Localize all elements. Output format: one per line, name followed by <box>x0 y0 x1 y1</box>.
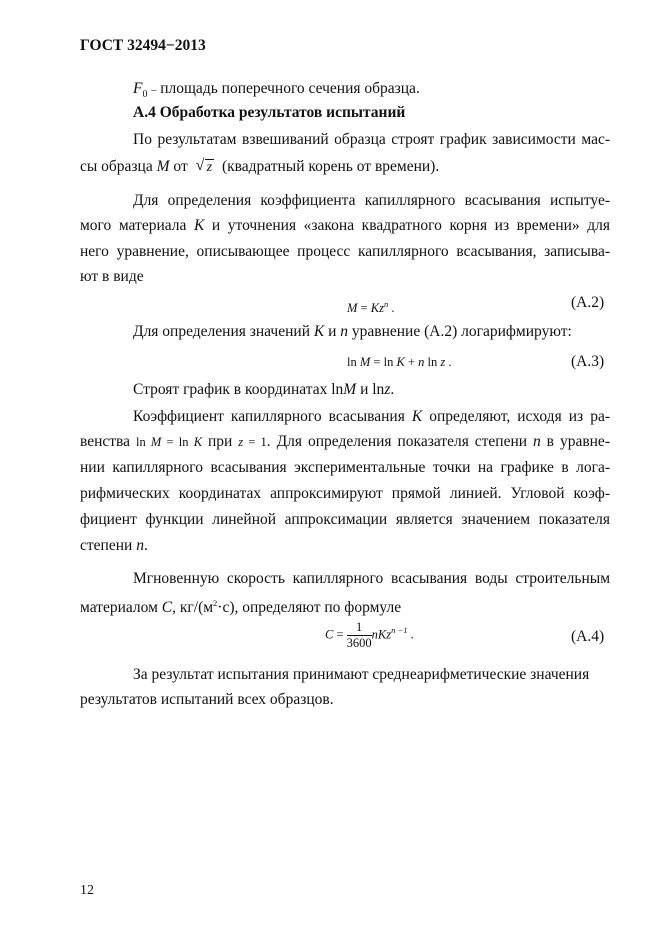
p7-line-2: результатов испытаний всех образцов. <box>80 691 334 708</box>
p5-l6-n: n <box>136 537 144 554</box>
p3-line <box>133 322 572 342</box>
eq-a3-ln-3: ln <box>427 355 438 369</box>
equation-a4-number: (А.4) <box>571 628 605 645</box>
f0-subscript: 0 <box>142 89 148 101</box>
p5-l2-text-d: в уравне- <box>540 433 610 450</box>
eq-a4-exponent: n −1 <box>391 625 408 636</box>
p1-text-b: от <box>169 158 192 175</box>
p6-C: C <box>161 599 173 617</box>
f0-dash: – <box>151 85 157 96</box>
p5-l2-text-b: при <box>202 433 239 450</box>
p6-text-a: материалом <box>80 599 162 617</box>
p1-line-2 <box>80 157 439 178</box>
equation-a3 <box>347 352 451 372</box>
eq-a4-numerator: 1 <box>347 620 372 636</box>
p3-text-b: и <box>324 323 341 340</box>
p2-text-a: мого материала <box>80 217 194 234</box>
p3-n: n <box>340 323 349 340</box>
p5-K: K <box>411 408 423 425</box>
p1-text-c: (квадратный корень от времени). <box>218 158 440 175</box>
p5-z: z <box>238 435 244 449</box>
equation-a4 <box>325 620 414 651</box>
p1-text-a: сы образца <box>80 158 157 175</box>
sqrt-var: z <box>206 160 213 175</box>
eq-a2-lhs: M <box>347 301 358 316</box>
eq-a3-end: . <box>445 355 452 369</box>
p6-text-b: , кг/(м <box>172 599 214 617</box>
p2-line-2 <box>80 216 610 236</box>
p5-eq-one: = 1 <box>243 435 267 449</box>
eq-a3-K: K <box>396 355 405 369</box>
p4-z: z <box>384 381 391 398</box>
p4-text-a: Строят график в координатах ln <box>133 381 344 398</box>
p6-line-2 <box>80 593 401 618</box>
p5-n: n <box>533 433 541 450</box>
p4-text-b: и ln <box>356 381 385 398</box>
eq-a2-equals: = <box>357 301 371 316</box>
eq-a4-end: . <box>407 627 414 642</box>
p6-sup-2: 2 <box>213 598 218 608</box>
eq-a3-plus: + <box>404 355 419 369</box>
p2-line-4: ют в виде <box>80 268 144 285</box>
f0-text: площадь поперечного сечения образца. <box>160 80 420 97</box>
p5-line-2 <box>80 432 610 452</box>
section-title: А.4 Обработка результатов испытаний <box>133 104 406 121</box>
p2-text-b: и уточнения «закона квадратного корня из времени» для <box>204 217 610 234</box>
p5-M: M <box>150 435 162 449</box>
p5-inline-formula <box>136 435 202 449</box>
p1-line-1: По результатам взвешиваний образца строят график зависимости мас- <box>133 131 610 148</box>
p5-l6-text-a: степени <box>80 537 137 554</box>
eq-a3-n: n <box>418 355 425 369</box>
p5-line-1 <box>133 407 610 427</box>
equation-a2 <box>347 294 394 318</box>
p2-line-1: Для определения коэффициента капиллярного всасывания испытуе- <box>133 192 610 209</box>
p5-l6-text-b: . <box>143 537 148 554</box>
eq-a2-end: . <box>388 301 395 316</box>
document-header: ГОСТ 32494−2013 <box>80 37 206 54</box>
p5-z-eq-1 <box>238 435 267 449</box>
p3-text-c: уравнение (А.2) логарифмируют: <box>348 323 572 340</box>
eq-a2-exponent: n <box>383 299 389 309</box>
eq-a2-rhs: Kz <box>370 301 384 316</box>
eq-a3-M: M <box>359 355 371 369</box>
eq-a4-fraction <box>347 620 372 651</box>
p5-l2-text-c: . Для определения показателя степени <box>266 433 533 450</box>
p5-line-6 <box>80 536 148 556</box>
p5-equals: = <box>161 435 179 449</box>
p5-line-3: нии капиллярного всасывания экспериментальные точки на графике в лога- <box>80 459 610 476</box>
p7-line-1: За результат испытания принимают среднеарифметические значения <box>133 666 590 683</box>
f0-symbol: F <box>133 80 143 97</box>
radical-sign: √ <box>195 157 205 174</box>
eq-a4-rhs: nKz <box>371 627 392 642</box>
eq-a4-equals: = <box>333 627 347 642</box>
eq-a4-denominator: 3600 <box>346 636 372 650</box>
p5-l2-text-a: венства <box>80 433 136 450</box>
p3-K: K <box>313 323 325 340</box>
f0-definition <box>133 79 420 105</box>
p4-line <box>133 380 394 400</box>
equation-a2-number: (А.2) <box>571 294 605 311</box>
p5-line-4: рифмических координатах аппроксимируют прямой линией. Угловой коэф- <box>80 485 610 502</box>
page-number: 12 <box>80 883 94 898</box>
eq-a4-lhs: C <box>325 627 334 642</box>
p5-ln-2: ln <box>178 435 189 449</box>
eq-a3-ln-2: ln <box>383 355 394 369</box>
p1-M: M <box>156 158 170 175</box>
p6-line-1: Мгновенную скорость капиллярного всасывания воды строительным <box>133 570 610 587</box>
p2-line-3: него уравнение, описывающее процесс капиллярного всасывания, записыва- <box>80 243 610 260</box>
equation-a3-number: (А.3) <box>571 353 605 370</box>
eq-a3-equals: = <box>370 355 384 369</box>
p5-ln-1: ln <box>136 435 146 449</box>
p5-text-a: Коэффициент капиллярного всасывания <box>133 408 412 425</box>
p5-line-5: фициент функции линейной аппроксимации является значением показателя <box>80 511 610 528</box>
p3-text-a: Для определения значений <box>133 323 314 340</box>
p6-text-c: ·с), определяют по формуле <box>217 599 402 617</box>
eq-a3-z: z <box>440 355 446 369</box>
p4-M: M <box>343 381 357 398</box>
eq-a3-ln-1: ln <box>347 355 357 369</box>
sqrt-z <box>196 158 214 178</box>
p5-text-b: определяют, исходя из ра- <box>422 408 610 425</box>
p5-K2: K <box>193 435 203 449</box>
p4-text-c: . <box>390 381 395 398</box>
p2-K: K <box>193 217 205 234</box>
